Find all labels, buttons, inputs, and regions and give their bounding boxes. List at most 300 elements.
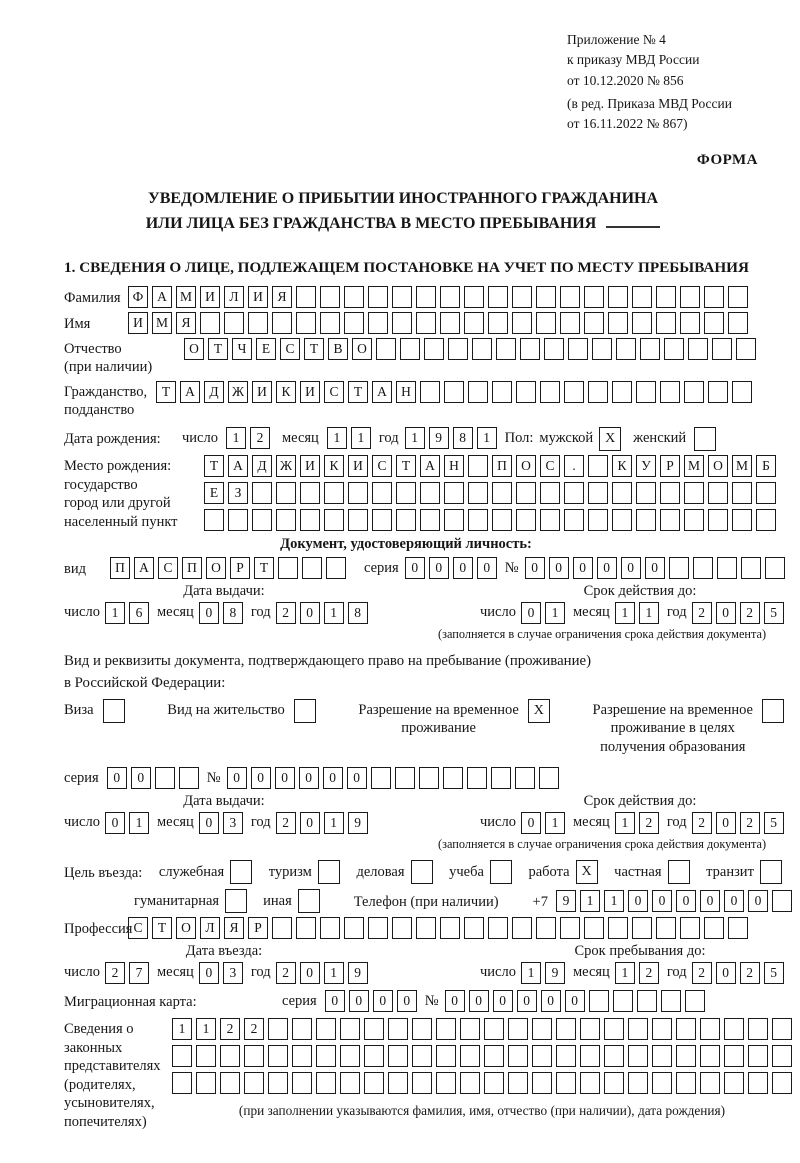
surname-cells[interactable] — [128, 286, 748, 308]
char-cell[interactable] — [364, 1072, 384, 1094]
char-cell[interactable]: Р — [248, 917, 268, 939]
char-cell[interactable]: 0 — [227, 767, 247, 789]
char-cell[interactable] — [685, 990, 705, 1012]
char-cell[interactable] — [669, 557, 689, 579]
char-cell[interactable] — [316, 1072, 336, 1094]
char-cell[interactable] — [292, 1018, 312, 1040]
char-cell[interactable] — [560, 286, 580, 308]
char-cell[interactable] — [292, 1072, 312, 1094]
stay-doc-issue-month-cells[interactable] — [199, 812, 243, 834]
char-cell[interactable] — [564, 509, 584, 531]
char-cell[interactable]: 0 — [453, 557, 473, 579]
stay-until-month-cells[interactable] — [615, 962, 659, 984]
char-cell[interactable] — [532, 1018, 552, 1040]
char-cell[interactable] — [564, 381, 584, 403]
doc-kind-cells[interactable] — [110, 557, 346, 579]
char-cell[interactable] — [680, 917, 700, 939]
char-cell[interactable]: С — [324, 381, 344, 403]
char-cell[interactable] — [515, 767, 535, 789]
char-cell[interactable] — [728, 917, 748, 939]
char-cell[interactable] — [652, 1072, 672, 1094]
char-cell[interactable]: 0 — [349, 990, 369, 1012]
char-cell[interactable]: 9 — [545, 962, 565, 984]
char-cell[interactable] — [416, 312, 436, 334]
temp-residence-education-checkbox[interactable] — [762, 699, 784, 723]
char-cell[interactable]: Р — [230, 557, 250, 579]
char-cell[interactable]: П — [110, 557, 130, 579]
char-cell[interactable]: 1 — [604, 890, 624, 912]
char-cell[interactable] — [412, 1072, 432, 1094]
char-cell[interactable] — [656, 312, 676, 334]
char-cell[interactable] — [604, 1072, 624, 1094]
char-cell[interactable]: 0 — [716, 962, 736, 984]
char-cell[interactable]: 0 — [469, 990, 489, 1012]
char-cell[interactable] — [364, 1018, 384, 1040]
char-cell[interactable]: 1 — [615, 962, 635, 984]
passport-seriya-cells[interactable] — [405, 557, 497, 579]
char-cell[interactable]: С — [280, 338, 300, 360]
work-checkbox[interactable]: X — [576, 860, 598, 884]
char-cell[interactable] — [467, 767, 487, 789]
char-cell[interactable]: 2 — [740, 962, 760, 984]
profession-cells[interactable] — [128, 917, 748, 939]
stay-doc-seriya-cells[interactable] — [107, 767, 199, 789]
char-cell[interactable] — [748, 1072, 768, 1094]
char-cell[interactable] — [748, 1045, 768, 1067]
char-cell[interactable] — [468, 482, 488, 504]
char-cell[interactable]: А — [420, 455, 440, 477]
char-cell[interactable]: 2 — [692, 602, 712, 624]
char-cell[interactable] — [700, 1045, 720, 1067]
char-cell[interactable]: 5 — [764, 962, 784, 984]
char-cell[interactable] — [420, 381, 440, 403]
char-cell[interactable] — [492, 509, 512, 531]
char-cell[interactable] — [516, 509, 536, 531]
char-cell[interactable] — [536, 917, 556, 939]
char-cell[interactable]: 0 — [199, 962, 219, 984]
char-cell[interactable] — [736, 338, 756, 360]
char-cell[interactable] — [664, 338, 684, 360]
char-cell[interactable] — [612, 381, 632, 403]
char-cell[interactable]: 8 — [453, 427, 473, 449]
char-cell[interactable] — [292, 1045, 312, 1067]
char-cell[interactable] — [612, 482, 632, 504]
char-cell[interactable]: Т — [396, 455, 416, 477]
char-cell[interactable]: Д — [252, 455, 272, 477]
char-cell[interactable]: 1 — [521, 962, 541, 984]
char-cell[interactable] — [492, 482, 512, 504]
char-cell[interactable] — [724, 1072, 744, 1094]
char-cell[interactable] — [584, 312, 604, 334]
char-cell[interactable] — [488, 917, 508, 939]
char-cell[interactable] — [276, 482, 296, 504]
char-cell[interactable] — [588, 381, 608, 403]
char-cell[interactable] — [660, 482, 680, 504]
char-cell[interactable]: 1 — [615, 602, 635, 624]
char-cell[interactable] — [628, 1072, 648, 1094]
char-cell[interactable] — [704, 312, 724, 334]
char-cell[interactable]: О — [708, 455, 728, 477]
char-cell[interactable] — [302, 557, 322, 579]
char-cell[interactable]: Т — [348, 381, 368, 403]
char-cell[interactable] — [448, 338, 468, 360]
char-cell[interactable]: 2 — [250, 427, 270, 449]
char-cell[interactable] — [376, 338, 396, 360]
char-cell[interactable]: Т — [152, 917, 172, 939]
char-cell[interactable]: К — [324, 455, 344, 477]
char-cell[interactable] — [684, 482, 704, 504]
char-cell[interactable]: В — [328, 338, 348, 360]
char-cell[interactable]: 3 — [223, 812, 243, 834]
char-cell[interactable]: 0 — [493, 990, 513, 1012]
char-cell[interactable] — [488, 312, 508, 334]
char-cell[interactable] — [708, 482, 728, 504]
char-cell[interactable] — [652, 1045, 672, 1067]
char-cell[interactable] — [340, 1018, 360, 1040]
char-cell[interactable] — [412, 1045, 432, 1067]
char-cell[interactable] — [636, 509, 656, 531]
char-cell[interactable]: 0 — [300, 962, 320, 984]
char-cell[interactable]: М — [684, 455, 704, 477]
char-cell[interactable] — [172, 1072, 192, 1094]
stay-until-day-cells[interactable] — [521, 962, 565, 984]
char-cell[interactable]: 0 — [573, 557, 593, 579]
char-cell[interactable] — [688, 338, 708, 360]
char-cell[interactable] — [589, 990, 609, 1012]
char-cell[interactable] — [416, 286, 436, 308]
char-cell[interactable] — [512, 286, 532, 308]
char-cell[interactable] — [632, 312, 652, 334]
char-cell[interactable]: О — [206, 557, 226, 579]
char-cell[interactable]: С — [158, 557, 178, 579]
char-cell[interactable]: Д — [204, 381, 224, 403]
char-cell[interactable] — [340, 1045, 360, 1067]
char-cell[interactable] — [372, 509, 392, 531]
char-cell[interactable] — [460, 1045, 480, 1067]
char-cell[interactable] — [424, 338, 444, 360]
char-cell[interactable] — [436, 1018, 456, 1040]
char-cell[interactable]: 0 — [597, 557, 617, 579]
char-cell[interactable] — [700, 1018, 720, 1040]
char-cell[interactable] — [661, 990, 681, 1012]
char-cell[interactable] — [420, 509, 440, 531]
char-cell[interactable] — [676, 1045, 696, 1067]
char-cell[interactable]: 5 — [764, 812, 784, 834]
char-cell[interactable]: Т — [204, 455, 224, 477]
char-cell[interactable] — [540, 381, 560, 403]
patronymic-cells[interactable] — [184, 338, 756, 360]
char-cell[interactable]: 2 — [276, 812, 296, 834]
char-cell[interactable]: 8 — [348, 602, 368, 624]
char-cell[interactable] — [392, 917, 412, 939]
citizenship-cells[interactable] — [156, 381, 752, 403]
stay-doc-valid-year-cells[interactable] — [692, 812, 784, 834]
char-cell[interactable]: Л — [224, 286, 244, 308]
char-cell[interactable] — [544, 338, 564, 360]
char-cell[interactable] — [732, 482, 752, 504]
char-cell[interactable]: Я — [272, 286, 292, 308]
char-cell[interactable] — [436, 1045, 456, 1067]
entry-month-cells[interactable] — [199, 962, 243, 984]
char-cell[interactable] — [388, 1045, 408, 1067]
char-cell[interactable]: 0 — [107, 767, 127, 789]
char-cell[interactable] — [392, 312, 412, 334]
char-cell[interactable]: 1 — [351, 427, 371, 449]
passport-valid-day-cells[interactable] — [521, 602, 565, 624]
char-cell[interactable] — [636, 482, 656, 504]
char-cell[interactable] — [612, 509, 632, 531]
char-cell[interactable]: З — [228, 482, 248, 504]
char-cell[interactable] — [392, 286, 412, 308]
char-cell[interactable] — [532, 1045, 552, 1067]
char-cell[interactable] — [616, 338, 636, 360]
char-cell[interactable] — [416, 917, 436, 939]
char-cell[interactable] — [724, 1018, 744, 1040]
char-cell[interactable]: 9 — [556, 890, 576, 912]
char-cell[interactable] — [588, 482, 608, 504]
char-cell[interactable]: 0 — [716, 812, 736, 834]
char-cell[interactable]: Е — [256, 338, 276, 360]
char-cell[interactable]: К — [612, 455, 632, 477]
char-cell[interactable] — [276, 509, 296, 531]
char-cell[interactable]: А — [180, 381, 200, 403]
char-cell[interactable] — [540, 509, 560, 531]
char-cell[interactable] — [368, 286, 388, 308]
char-cell[interactable]: Т — [208, 338, 228, 360]
char-cell[interactable] — [724, 1045, 744, 1067]
char-cell[interactable] — [464, 286, 484, 308]
char-cell[interactable] — [717, 557, 737, 579]
char-cell[interactable] — [712, 338, 732, 360]
char-cell[interactable]: 5 — [764, 602, 784, 624]
char-cell[interactable]: 0 — [676, 890, 696, 912]
char-cell[interactable] — [440, 917, 460, 939]
char-cell[interactable] — [468, 381, 488, 403]
char-cell[interactable] — [491, 767, 511, 789]
char-cell[interactable] — [252, 509, 272, 531]
char-cell[interactable]: Л — [200, 917, 220, 939]
char-cell[interactable]: 2 — [276, 602, 296, 624]
char-cell[interactable] — [484, 1045, 504, 1067]
firstname-cells[interactable] — [128, 312, 748, 334]
char-cell[interactable] — [326, 557, 346, 579]
char-cell[interactable]: 0 — [748, 890, 768, 912]
char-cell[interactable]: 0 — [199, 602, 219, 624]
char-cell[interactable]: 2 — [740, 812, 760, 834]
char-cell[interactable] — [608, 917, 628, 939]
char-cell[interactable] — [580, 1072, 600, 1094]
char-cell[interactable] — [732, 381, 752, 403]
char-cell[interactable]: 9 — [348, 812, 368, 834]
business-checkbox[interactable] — [411, 860, 433, 884]
sex-female-checkbox[interactable] — [694, 427, 716, 451]
char-cell[interactable]: 0 — [652, 890, 672, 912]
passport-issue-month-cells[interactable] — [199, 602, 243, 624]
passport-valid-year-cells[interactable] — [692, 602, 784, 624]
char-cell[interactable]: М — [152, 312, 172, 334]
char-cell[interactable]: 0 — [397, 990, 417, 1012]
char-cell[interactable] — [396, 509, 416, 531]
birth-month-cells[interactable] — [327, 427, 371, 449]
char-cell[interactable] — [539, 767, 559, 789]
passport-valid-month-cells[interactable] — [615, 602, 659, 624]
char-cell[interactable]: 1 — [327, 427, 347, 449]
char-cell[interactable]: О — [516, 455, 536, 477]
char-cell[interactable]: 0 — [251, 767, 271, 789]
char-cell[interactable] — [400, 338, 420, 360]
char-cell[interactable]: И — [252, 381, 272, 403]
char-cell[interactable]: К — [276, 381, 296, 403]
char-cell[interactable] — [684, 509, 704, 531]
char-cell[interactable] — [496, 338, 516, 360]
char-cell[interactable]: 3 — [223, 962, 243, 984]
passport-issue-day-cells[interactable] — [105, 602, 149, 624]
sex-male-checkbox[interactable]: X — [599, 427, 621, 451]
char-cell[interactable]: 0 — [525, 557, 545, 579]
char-cell[interactable] — [640, 338, 660, 360]
char-cell[interactable]: 1 — [580, 890, 600, 912]
char-cell[interactable] — [468, 455, 488, 477]
char-cell[interactable]: И — [300, 381, 320, 403]
char-cell[interactable] — [344, 312, 364, 334]
legal-reps-cells-row2[interactable] — [172, 1045, 792, 1067]
char-cell[interactable]: Ж — [276, 455, 296, 477]
char-cell[interactable] — [196, 1045, 216, 1067]
char-cell[interactable] — [748, 1018, 768, 1040]
char-cell[interactable]: Т — [304, 338, 324, 360]
char-cell[interactable] — [656, 286, 676, 308]
stay-doc-issue-year-cells[interactable] — [276, 812, 368, 834]
char-cell[interactable] — [564, 482, 584, 504]
legal-reps-cells-row1[interactable] — [172, 1018, 792, 1040]
char-cell[interactable]: 0 — [521, 602, 541, 624]
char-cell[interactable]: 0 — [299, 767, 319, 789]
char-cell[interactable] — [252, 482, 272, 504]
char-cell[interactable] — [395, 767, 415, 789]
residence-permit-checkbox[interactable] — [294, 699, 316, 723]
char-cell[interactable]: 0 — [373, 990, 393, 1012]
char-cell[interactable] — [172, 1045, 192, 1067]
char-cell[interactable] — [220, 1045, 240, 1067]
char-cell[interactable] — [765, 557, 785, 579]
char-cell[interactable] — [656, 917, 676, 939]
char-cell[interactable] — [628, 1045, 648, 1067]
char-cell[interactable] — [388, 1018, 408, 1040]
char-cell[interactable] — [741, 557, 761, 579]
char-cell[interactable] — [296, 286, 316, 308]
char-cell[interactable] — [508, 1018, 528, 1040]
char-cell[interactable]: 0 — [621, 557, 641, 579]
char-cell[interactable] — [348, 509, 368, 531]
char-cell[interactable] — [704, 917, 724, 939]
birthplace-cells-row2[interactable] — [204, 482, 776, 504]
char-cell[interactable]: И — [128, 312, 148, 334]
char-cell[interactable] — [224, 312, 244, 334]
char-cell[interactable]: А — [228, 455, 248, 477]
char-cell[interactable]: 0 — [517, 990, 537, 1012]
stay-doc-number-cells[interactable] — [227, 767, 559, 789]
char-cell[interactable] — [756, 482, 776, 504]
char-cell[interactable]: Т — [254, 557, 274, 579]
char-cell[interactable] — [756, 509, 776, 531]
char-cell[interactable] — [708, 509, 728, 531]
char-cell[interactable] — [532, 1072, 552, 1094]
char-cell[interactable]: 0 — [275, 767, 295, 789]
char-cell[interactable] — [419, 767, 439, 789]
char-cell[interactable] — [512, 312, 532, 334]
char-cell[interactable] — [244, 1045, 264, 1067]
char-cell[interactable] — [728, 286, 748, 308]
char-cell[interactable] — [228, 509, 248, 531]
char-cell[interactable] — [520, 338, 540, 360]
char-cell[interactable]: О — [184, 338, 204, 360]
char-cell[interactable]: 2 — [639, 962, 659, 984]
char-cell[interactable] — [268, 1072, 288, 1094]
char-cell[interactable] — [772, 1072, 792, 1094]
char-cell[interactable] — [604, 1018, 624, 1040]
char-cell[interactable] — [676, 1072, 696, 1094]
char-cell[interactable]: 9 — [429, 427, 449, 449]
char-cell[interactable]: 0 — [541, 990, 561, 1012]
char-cell[interactable]: 6 — [129, 602, 149, 624]
char-cell[interactable] — [368, 917, 388, 939]
char-cell[interactable] — [536, 286, 556, 308]
char-cell[interactable]: Б — [756, 455, 776, 477]
char-cell[interactable]: М — [732, 455, 752, 477]
char-cell[interactable]: 2 — [692, 812, 712, 834]
char-cell[interactable]: 0 — [724, 890, 744, 912]
char-cell[interactable] — [348, 482, 368, 504]
birth-year-cells[interactable] — [405, 427, 497, 449]
char-cell[interactable] — [732, 509, 752, 531]
char-cell[interactable] — [637, 990, 657, 1012]
char-cell[interactable] — [278, 557, 298, 579]
char-cell[interactable] — [488, 286, 508, 308]
char-cell[interactable]: 2 — [220, 1018, 240, 1040]
char-cell[interactable] — [204, 509, 224, 531]
char-cell[interactable] — [592, 338, 612, 360]
char-cell[interactable]: Ф — [128, 286, 148, 308]
char-cell[interactable]: 9 — [348, 962, 368, 984]
char-cell[interactable] — [272, 917, 292, 939]
char-cell[interactable]: 0 — [325, 990, 345, 1012]
char-cell[interactable]: 1 — [324, 962, 344, 984]
birth-day-cells[interactable] — [226, 427, 270, 449]
private-checkbox[interactable] — [668, 860, 690, 884]
char-cell[interactable]: 0 — [700, 890, 720, 912]
char-cell[interactable] — [340, 1072, 360, 1094]
char-cell[interactable] — [396, 482, 416, 504]
entry-year-cells[interactable] — [276, 962, 368, 984]
legal-reps-cells-row3[interactable] — [172, 1072, 792, 1094]
char-cell[interactable]: 0 — [549, 557, 569, 579]
char-cell[interactable] — [584, 917, 604, 939]
char-cell[interactable] — [460, 1018, 480, 1040]
char-cell[interactable]: И — [300, 455, 320, 477]
char-cell[interactable] — [344, 917, 364, 939]
char-cell[interactable]: 0 — [347, 767, 367, 789]
char-cell[interactable]: Я — [224, 917, 244, 939]
char-cell[interactable] — [580, 1045, 600, 1067]
char-cell[interactable] — [420, 482, 440, 504]
char-cell[interactable]: 0 — [131, 767, 151, 789]
char-cell[interactable] — [296, 917, 316, 939]
char-cell[interactable] — [324, 482, 344, 504]
char-cell[interactable] — [700, 1072, 720, 1094]
char-cell[interactable]: Н — [396, 381, 416, 403]
char-cell[interactable]: С — [372, 455, 392, 477]
char-cell[interactable] — [300, 482, 320, 504]
